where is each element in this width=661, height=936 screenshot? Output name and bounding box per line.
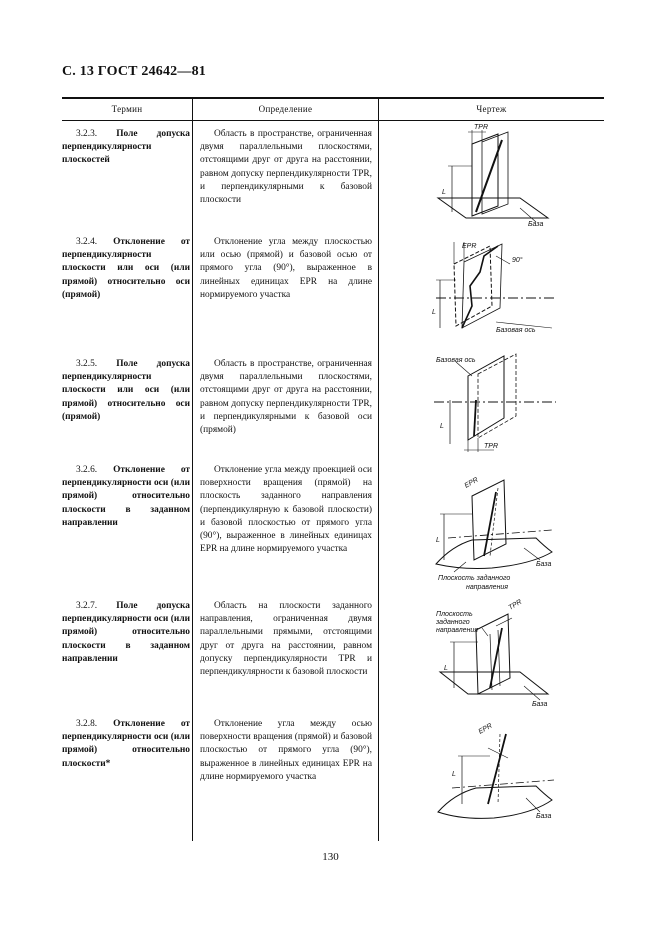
fig-label-direction: направления [466, 584, 509, 591]
term-3-2-6 [62, 464, 190, 530]
table-top-rule [62, 97, 604, 99]
drawing-3-2-6 [432, 468, 562, 594]
definition-3-2-8: Отклонение угла между осью поверхности вращения (прямой) и базовой плоскостью от прямого угла (90°), выраженное в линейных единицах EPR на длине нормируемого участка [200, 719, 372, 782]
drawing-3-2-4 [432, 236, 562, 340]
fig-label-plane: Плоскость заданного [438, 575, 511, 582]
fig-label-angle: 90° [512, 257, 523, 264]
term-number: 3.2.3. [76, 129, 117, 139]
fig-label-l: L [452, 771, 456, 778]
fig-label-epr: EPR [462, 243, 477, 250]
drawing-3-2-5 [432, 352, 562, 456]
term-number: 3.2.7. [76, 601, 117, 611]
fig-label-base: База [528, 221, 544, 228]
fig-label-base: База [536, 813, 552, 820]
drawing-3-2-7 [432, 600, 562, 712]
term-3-2-5 [62, 358, 190, 424]
fig-label-l: L [440, 423, 444, 430]
fig-label-epr: EPR [477, 722, 494, 736]
term-title: Отклонение от перпендикулярности плоскости или оси (или прямой) относительно оси (прямой) [62, 237, 190, 300]
page-number: 130 [322, 851, 339, 863]
fig-label-base: База [536, 561, 552, 568]
fig-label-tpr: TPR [474, 124, 488, 131]
definition-3-2-4: Отклонение угла между плоскостью или осью (прямой) и базовой осью от прямого угла (90°), выраженное в линейных единицах EPR на длине нормируемого участка [200, 237, 372, 300]
drawing-3-2-3 [432, 126, 562, 230]
term-3-2-3 [62, 128, 190, 168]
fig-label-l: L [442, 189, 446, 196]
column-header-term: Термин [111, 104, 143, 114]
term-number: 3.2.5. [76, 359, 117, 369]
definition-3-2-6: Отклонение угла между проекцией оси поверхности вращения (прямой) на плоскость заданного направления (перпендикулярную к базовой плоскости) и базовой плоскостью от прямого угла (90°), выраженное в линейных единицах EPR на длине нормируемого участка [200, 465, 372, 555]
fig-label-direction: направления [436, 627, 479, 634]
column-header-definition: Определение [258, 104, 313, 114]
column-divider-2 [378, 97, 379, 841]
column-header-drawing: Чертеж [476, 104, 507, 114]
fig-label-base: База [532, 701, 548, 708]
column-divider-1 [192, 97, 193, 841]
drawing-3-2-8 [432, 724, 562, 828]
term-title: Поле допуска перпендикулярности плоскости или оси (или прямой) относительно оси (прямой) [62, 359, 190, 422]
term-number: 3.2.4. [76, 237, 114, 247]
term-title: Отклонение от перпендикулярности оси (или прямой) относительно плоскости в заданном направлении [62, 465, 190, 528]
fig-label-l: L [432, 309, 436, 316]
definition-3-2-3: Область в пространстве, ограниченная двумя параллельными плоскостями, отстоящими друг от друга на расстоянии, равном допуску перпендикулярности TPR, и перпендикулярными к базовой плоскости [200, 129, 372, 206]
term-number: 3.2.8. [76, 719, 114, 729]
fig-label-l: L [444, 665, 448, 672]
fig-label-plane: Плоскость [436, 611, 473, 618]
fig-label-epr: EPR [463, 476, 480, 490]
fig-label-given: заданного [436, 619, 470, 626]
term-number: 3.2.6. [76, 465, 114, 475]
table-head-rule [62, 120, 604, 121]
term-title: Поле допуска перпендикулярности плоскостей [62, 129, 190, 166]
fig-label-base-axis: Базовая ось [436, 357, 476, 364]
term-3-2-7 [62, 600, 190, 666]
fig-label-tpr: TPR [484, 443, 498, 450]
definition-3-2-7: Область на плоскости заданного направления, ограниченная двумя параллельными прямыми, отстоящими друг от друга на расстоянии, равном допуску перпендикулярности TPR и перпендикулярности к базовой плоскости [200, 601, 372, 678]
fig-label-tpr: TPR [507, 598, 524, 612]
term-title: Отклонение от перпендикулярности оси (или прямой) относительно плоскости* [62, 719, 190, 769]
fig-label-base-axis: Базовая ось [496, 327, 536, 334]
term-title: Поле допуска перпендикулярности оси (или прямой) относительно плоскости в заданном направлении [62, 601, 190, 664]
term-3-2-8 [62, 718, 190, 771]
term-3-2-4 [62, 236, 190, 302]
fig-label-l: L [436, 537, 440, 544]
page-header: С. 13 ГОСТ 24642—81 [62, 64, 206, 79]
definition-3-2-5: Область в пространстве, ограниченная двумя параллельными плоскостями, отстоящими друг от друга на расстоянии, равном допуску перпендикулярности TPR, и перпендикулярными к базовой оси (прямой) [200, 359, 372, 436]
